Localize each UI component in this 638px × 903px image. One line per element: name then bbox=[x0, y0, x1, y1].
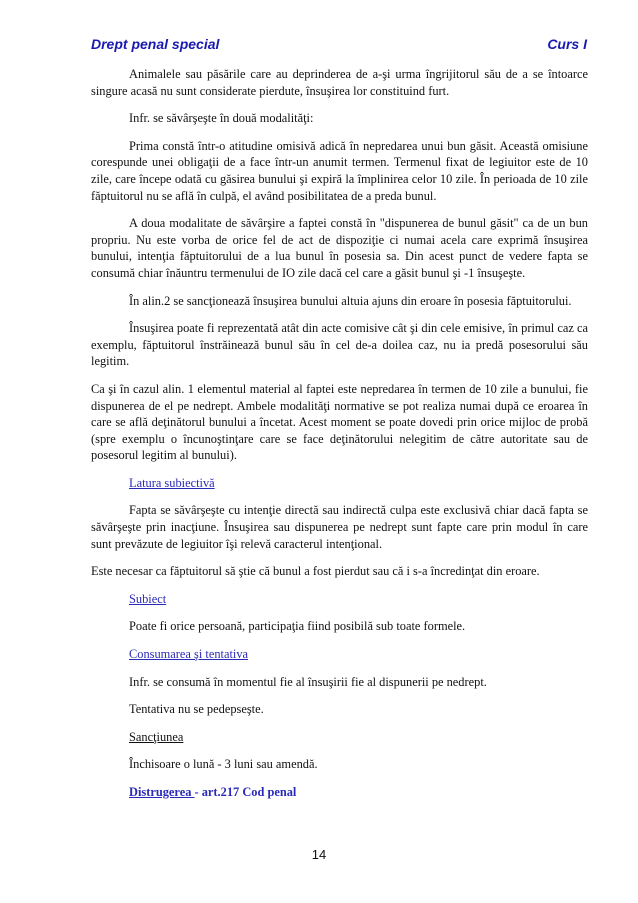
paragraph-material-element: Ca şi în cazul alin. 1 elementul material al faptei este nepredarea în termen de 10 zile a bunului, fie dispunerea de el pe nedrept. Ambele modalităţi normative se pot realiza numai după ce eroarea în care se află deţinătorul bunului a încetat. Acest moment se poate dovedi prin orice mijloc de probă (spre exemplu o încunoştinţare care se face deţinătorului nelegitim de către autoritate sau de posesorul legitim al bunului). bbox=[91, 381, 588, 463]
link-subiect[interactable]: Subiect bbox=[129, 591, 167, 606]
paragraph-first-modality: Prima constă într-o atitudine omisivă adică în nepredarea unui bun găsit. Această omisiune corespunde unei obligaţii de a face într-un anumit termen. Termenul fixat de legiuitor este de 10 zile, care începe odată cu găsirea bunului şi expiră la împlinirea celor 10 zile. În perioada de 10 zile făptuitorul nu se află în culpă, el având posibilitatea de a preda bunul. bbox=[91, 138, 588, 203]
paragraph-appropriation: Însuşirea poate fi reprezentată atât din acte comisive cât şi din cele emisive, în primul caz ca exemplu, făptuitorul înstrăinează bunul său în cel de-a doilea caz, nu ia predă posesorului său legitim. bbox=[91, 321, 588, 369]
section-heading-subject bbox=[129, 591, 588, 608]
section-heading-destruction bbox=[129, 784, 588, 801]
paragraph-modalities: Infr. se săvârşeşte în două modalităţi: bbox=[129, 111, 314, 126]
heading-sanctiunea: Sancţiunea bbox=[129, 729, 184, 744]
paragraph-knowledge: Este necesar ca făptuitorul să ştie că bunul a fost pierdut sau că i s-a încredinţat din eroare. bbox=[91, 564, 540, 579]
paragraph-subject: Poate fi orice persoană, participaţia fiind posibilă sub toate formele. bbox=[129, 619, 466, 634]
heading-article-ref: - art.217 Cod penal bbox=[194, 785, 297, 799]
link-latura-subiectiva[interactable]: Latura subiectivă bbox=[129, 475, 215, 490]
section-heading-sanction bbox=[129, 729, 588, 746]
paragraph-second-modality: A doua modalitate de săvârşire a faptei constă în "dispunerea de bunul găsit" ca de un bun propriu. Nu este vorba de orice fel de act de dispoziţie ci numai acela care exprimă însuşirea bunului, intenţia făptuitorului de a lua bunul în posesia sa. Din acest punct de vedere fapta se consumă chiar înăuntru termenului de IO zile dacă cel care a găsit bunul şi -1 însuşeşte. bbox=[91, 216, 588, 280]
page-number: 14 bbox=[311, 847, 327, 862]
paragraph-intent: Fapta se săvârşeşte cu intenţie directă sau indirectă culpa este exclusivă chiar dacă fapta se săvârşeşte prin inacţiune. Însuşirea sau dispunerea pe nedrept sunt fapte care prin modul în care sunt prevăzute de legiuitor îşi relevă caracterul intenţional. bbox=[91, 503, 588, 551]
header-course-number: Curs I bbox=[547, 36, 587, 52]
link-consumarea-tentativa[interactable]: Consumarea şi tentativa bbox=[129, 647, 249, 662]
paragraph-alin2: În alin.2 se sancţionează însuşirea bunului altuia ajuns din eroare în posesia făptuitorului. bbox=[129, 293, 572, 308]
paragraph-sanction: Închisoare o lună - 3 luni sau amendă. bbox=[129, 757, 318, 772]
header-course-title: Drept penal special bbox=[91, 36, 220, 52]
paragraph-animals: Animalele sau păsările care au deprinderea de a-şi urma îngrijitorul său de a se întoarce singure acasă nu sunt considerate pierdute, însuşirea lor constituind furt. bbox=[91, 67, 588, 98]
document-body bbox=[91, 66, 588, 812]
paragraph-attempt: Tentativa nu se pedepseşte. bbox=[129, 702, 264, 717]
link-distrugerea[interactable]: Distrugerea bbox=[129, 785, 195, 799]
section-heading-consummation bbox=[129, 646, 588, 663]
paragraph-consummation: Infr. se consumă în momentul fie al însuşirii fie al dispunerii pe nedrept. bbox=[129, 674, 487, 689]
section-heading-subjective bbox=[129, 475, 588, 492]
page-header bbox=[91, 36, 587, 56]
